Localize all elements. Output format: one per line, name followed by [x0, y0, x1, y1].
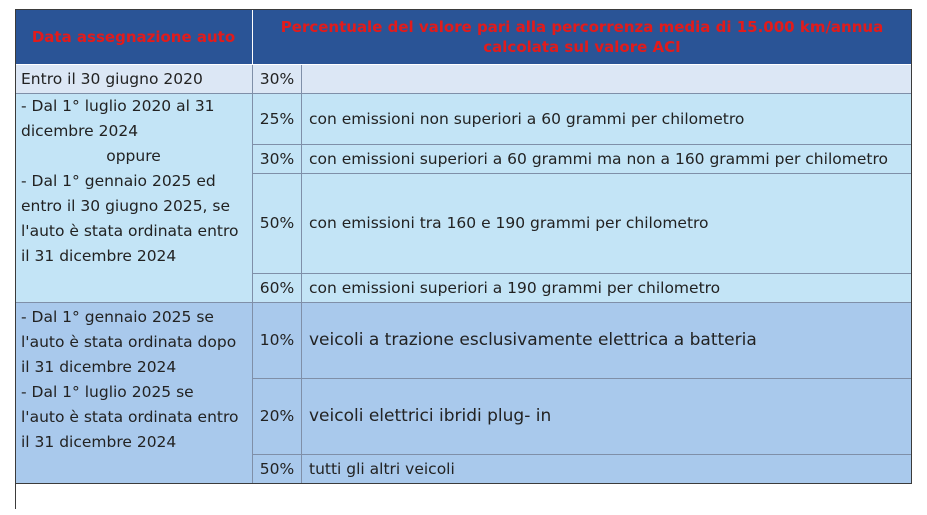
group-c-date-line: - Dal 1° luglio 2025 se	[21, 383, 194, 401]
group-b-row-25-description-cell	[302, 94, 912, 145]
group-c-row-50-description-cell	[302, 455, 912, 484]
header-percent-line2: calcolata sul valore ACI	[483, 37, 681, 56]
header-date-label: Data assegnazione auto	[31, 27, 236, 46]
table-border-top	[15, 9, 912, 10]
group-c-date-cell	[15, 303, 253, 484]
group-b-date-line: - Dal 1° gennaio 2025 ed	[21, 172, 216, 190]
table-border-right	[911, 9, 912, 484]
row-2020-date-cell	[15, 65, 253, 94]
group-c-row-20-percent: 20%	[259, 407, 295, 425]
group-b-row-30-description-cell	[302, 145, 912, 174]
group-b-row-60-percent-cell	[253, 274, 302, 303]
group-c-date-line: il 31 dicembre 2024	[21, 358, 177, 376]
group-c-row-50-percent: 50%	[259, 459, 295, 478]
group-c-date-line: il 31 dicembre 2024	[21, 433, 177, 451]
group-b-date-line: il 31 dicembre 2024	[21, 247, 177, 265]
header-percent-line1: Percentuale del valore pari alla percorrenza media di 15.000 km/annua	[280, 17, 884, 36]
group-b-row-30-percent: 30%	[259, 149, 295, 168]
fringe-benefit-table	[15, 9, 912, 484]
group-c-row-20-description: veicoli elettrici ibridi plug- in	[309, 406, 552, 426]
header-date-column	[15, 9, 253, 65]
header-percent-column	[253, 9, 912, 65]
group-c-row-10-description: veicoli a trazione esclusivamente elettrica a batteria	[309, 330, 757, 350]
group-b-row-30-description: con emissioni superiori a 60 grammi ma non a 160 grammi per chilometro	[309, 149, 888, 168]
row-2020-description-cell	[302, 65, 912, 94]
group-c-row-10-percent-cell	[253, 303, 302, 379]
group-b-date-line: entro il 30 giugno 2025, se	[21, 197, 231, 215]
group-c-date-line: l'auto è stata ordinata dopo	[21, 333, 237, 351]
group-b-row-30-percent-cell	[253, 145, 302, 174]
group-b-row-50-percent: 50%	[259, 214, 295, 232]
table-border-left	[15, 9, 16, 509]
group-b-row-25-percent-cell	[253, 94, 302, 145]
group-c-row-10-description-cell	[302, 303, 912, 379]
row-2020-percent: 30%	[259, 69, 295, 88]
row-2020-percent-cell	[253, 65, 302, 94]
group-b-row-60-description-cell	[302, 274, 912, 303]
group-c-row-20-percent-cell	[253, 379, 302, 455]
group-b-date-line: dicembre 2024	[21, 122, 139, 140]
group-b-row-60-description: con emissioni superiori a 190 grammi per chilometro	[309, 278, 721, 297]
group-b-date-line: l'auto è stata ordinata entro	[21, 222, 239, 240]
group-c-row-50-percent-cell	[253, 455, 302, 484]
group-c-date-line: l'auto è stata ordinata entro	[21, 408, 239, 426]
group-b-row-60-percent: 60%	[259, 278, 295, 297]
group-b-row-50-description: con emissioni tra 160 e 190 grammi per chilometro	[309, 214, 709, 232]
row-2020-date: Entro il 30 giugno 2020	[21, 70, 203, 88]
group-c-date-line: - Dal 1° gennaio 2025 se	[21, 308, 214, 326]
table-border-bottom	[15, 483, 912, 484]
group-c-row-20-description-cell	[302, 379, 912, 455]
group-b-row-50-description-cell	[302, 174, 912, 274]
group-c-row-50-description: tutti gli altri veicoli	[309, 459, 455, 478]
group-b-row-25-description: con emissioni non superiori a 60 grammi per chilometro	[309, 109, 745, 128]
group-c-row-10-percent: 10%	[259, 331, 295, 349]
group-b-date-cell	[15, 94, 253, 303]
group-b-row-25-percent: 25%	[259, 109, 295, 128]
group-b-date-line: - Dal 1° luglio 2020 al 31	[21, 97, 215, 115]
group-b-row-50-percent-cell	[253, 174, 302, 274]
group-b-oppure: oppure	[106, 147, 161, 165]
